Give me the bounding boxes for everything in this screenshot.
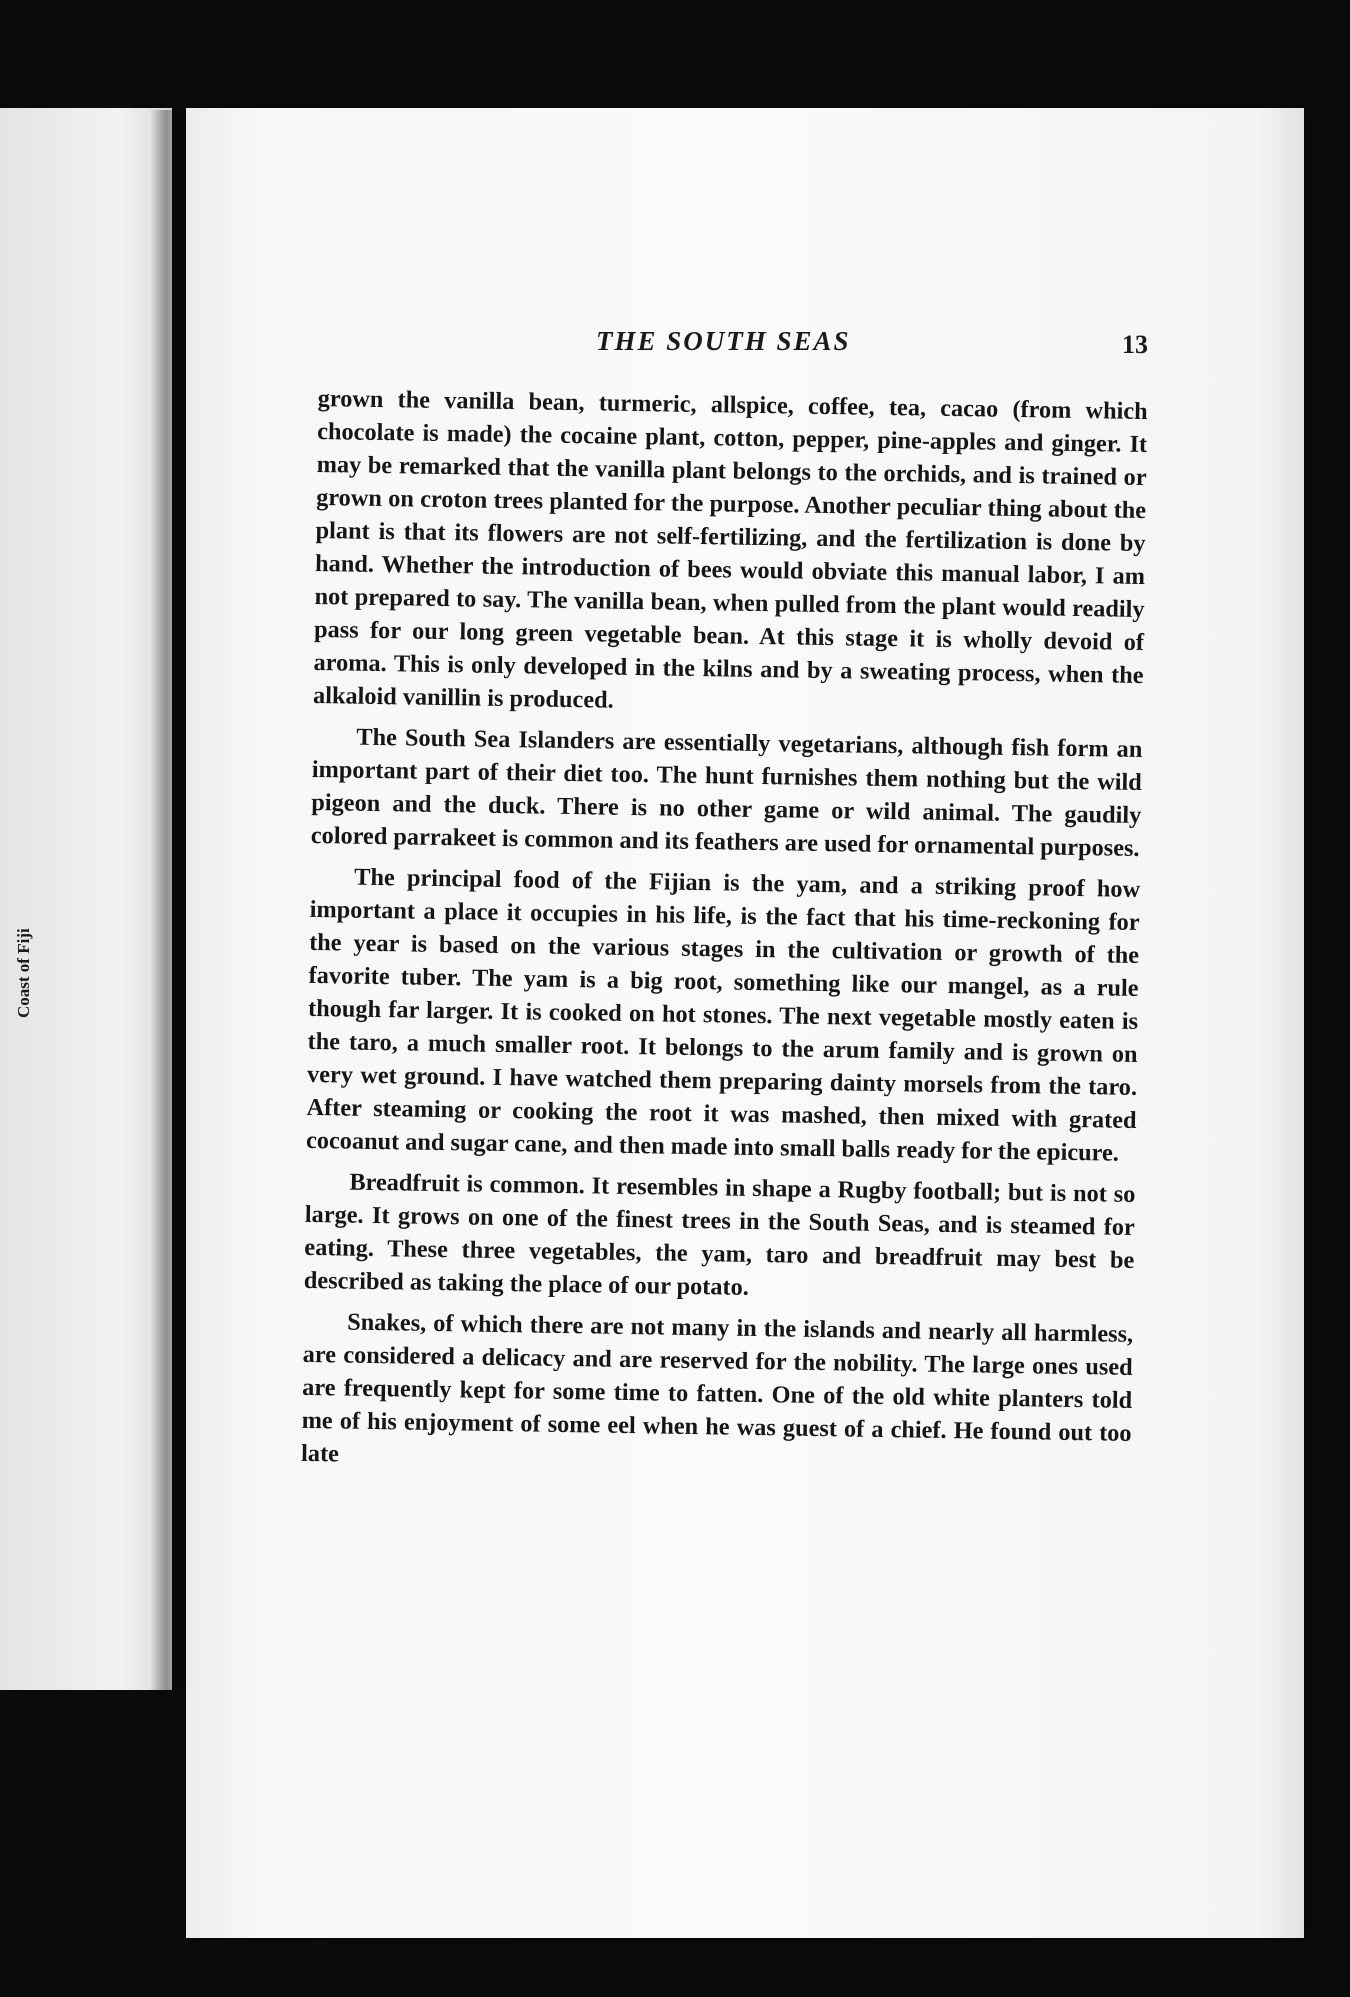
book-spine-shadow <box>150 110 186 1690</box>
side-caption: Coast of Fiji <box>14 928 33 1018</box>
paragraph-vegetarians: The South Sea Islanders are essentially vegetarians, although fish form an important part of their diet too. The hunt furnishes them nothing but the wild pigeon and the duck. There is no other game or wild animal. The gaudily colored parrakeet is common and its feathers are used for ornamental purposes. <box>310 723 1143 862</box>
paragraph-yam: The principal food of the Fijian is the yam, and a striking proof how important a place it occupies in his life, is the fact that his time-reckoning for the year is based on the various stages in the cultivation or growth of the favorite tuber. The yam is a big root, something like our mangel, as a rule though far larger. It is cooked on hot stones. The next vegetable mostly eaten is the taro, a much smaller root. It belongs to the arum family and is grown on very wet ground. I have watched them preparing dainty morsels from the taro. After steaming or cooking the root it was mashed, then mixed with grated cocoanut and sugar cane, and then made into small balls ready for the epicure. <box>305 863 1141 1167</box>
paragraph-breadfruit: Breadfruit is common. It resembles in shape a Rugby football; but is not so large. It grows on one of the finest trees in the South Seas, and is steamed for eating. These three vegetables, the yam, taro and breadfruit may best be described as taking the place of our potato. <box>303 1168 1136 1301</box>
running-head <box>186 326 1304 366</box>
left-facing-page <box>0 108 172 1690</box>
running-head-title: THE SOUTH SEAS <box>596 326 851 356</box>
paragraph-vanilla: grown the vanilla bean, turmeric, allspice, coffee, tea, cacao (from which chocolate is made) the cocaine plant, cotton, pepper, pine-apples and ginger. It may be remarked that the vanilla plant belongs to the orchids, and is trained or grown on croton trees planted for the purpose. Another peculiar thing about the plant is that its flowers are not self-fertilizing, and the fertilization is done by hand. Whether the introduction of bees would obviate this manual labor, I am not prepared to say. The vanilla bean, when pulled from the plant would readily pass for our long green vegetable bean. At this stage it is wholly devoid of aroma. This is only developed in the kilns and by a sweating process, when the alkaloid vanillin is produced. <box>312 384 1148 714</box>
paragraph-snakes: Snakes, of which there are not many in the islands and nearly all harmless, are considered a delicacy and are reserved for the nobility. The large ones used are frequently kept for some time to fatten. One of the old white planters told me of his enjoyment of some eel when he was guest of a chief. He found out too late <box>300 1308 1134 1468</box>
body-text <box>301 382 1148 1491</box>
page-number: 13 <box>1122 330 1148 359</box>
